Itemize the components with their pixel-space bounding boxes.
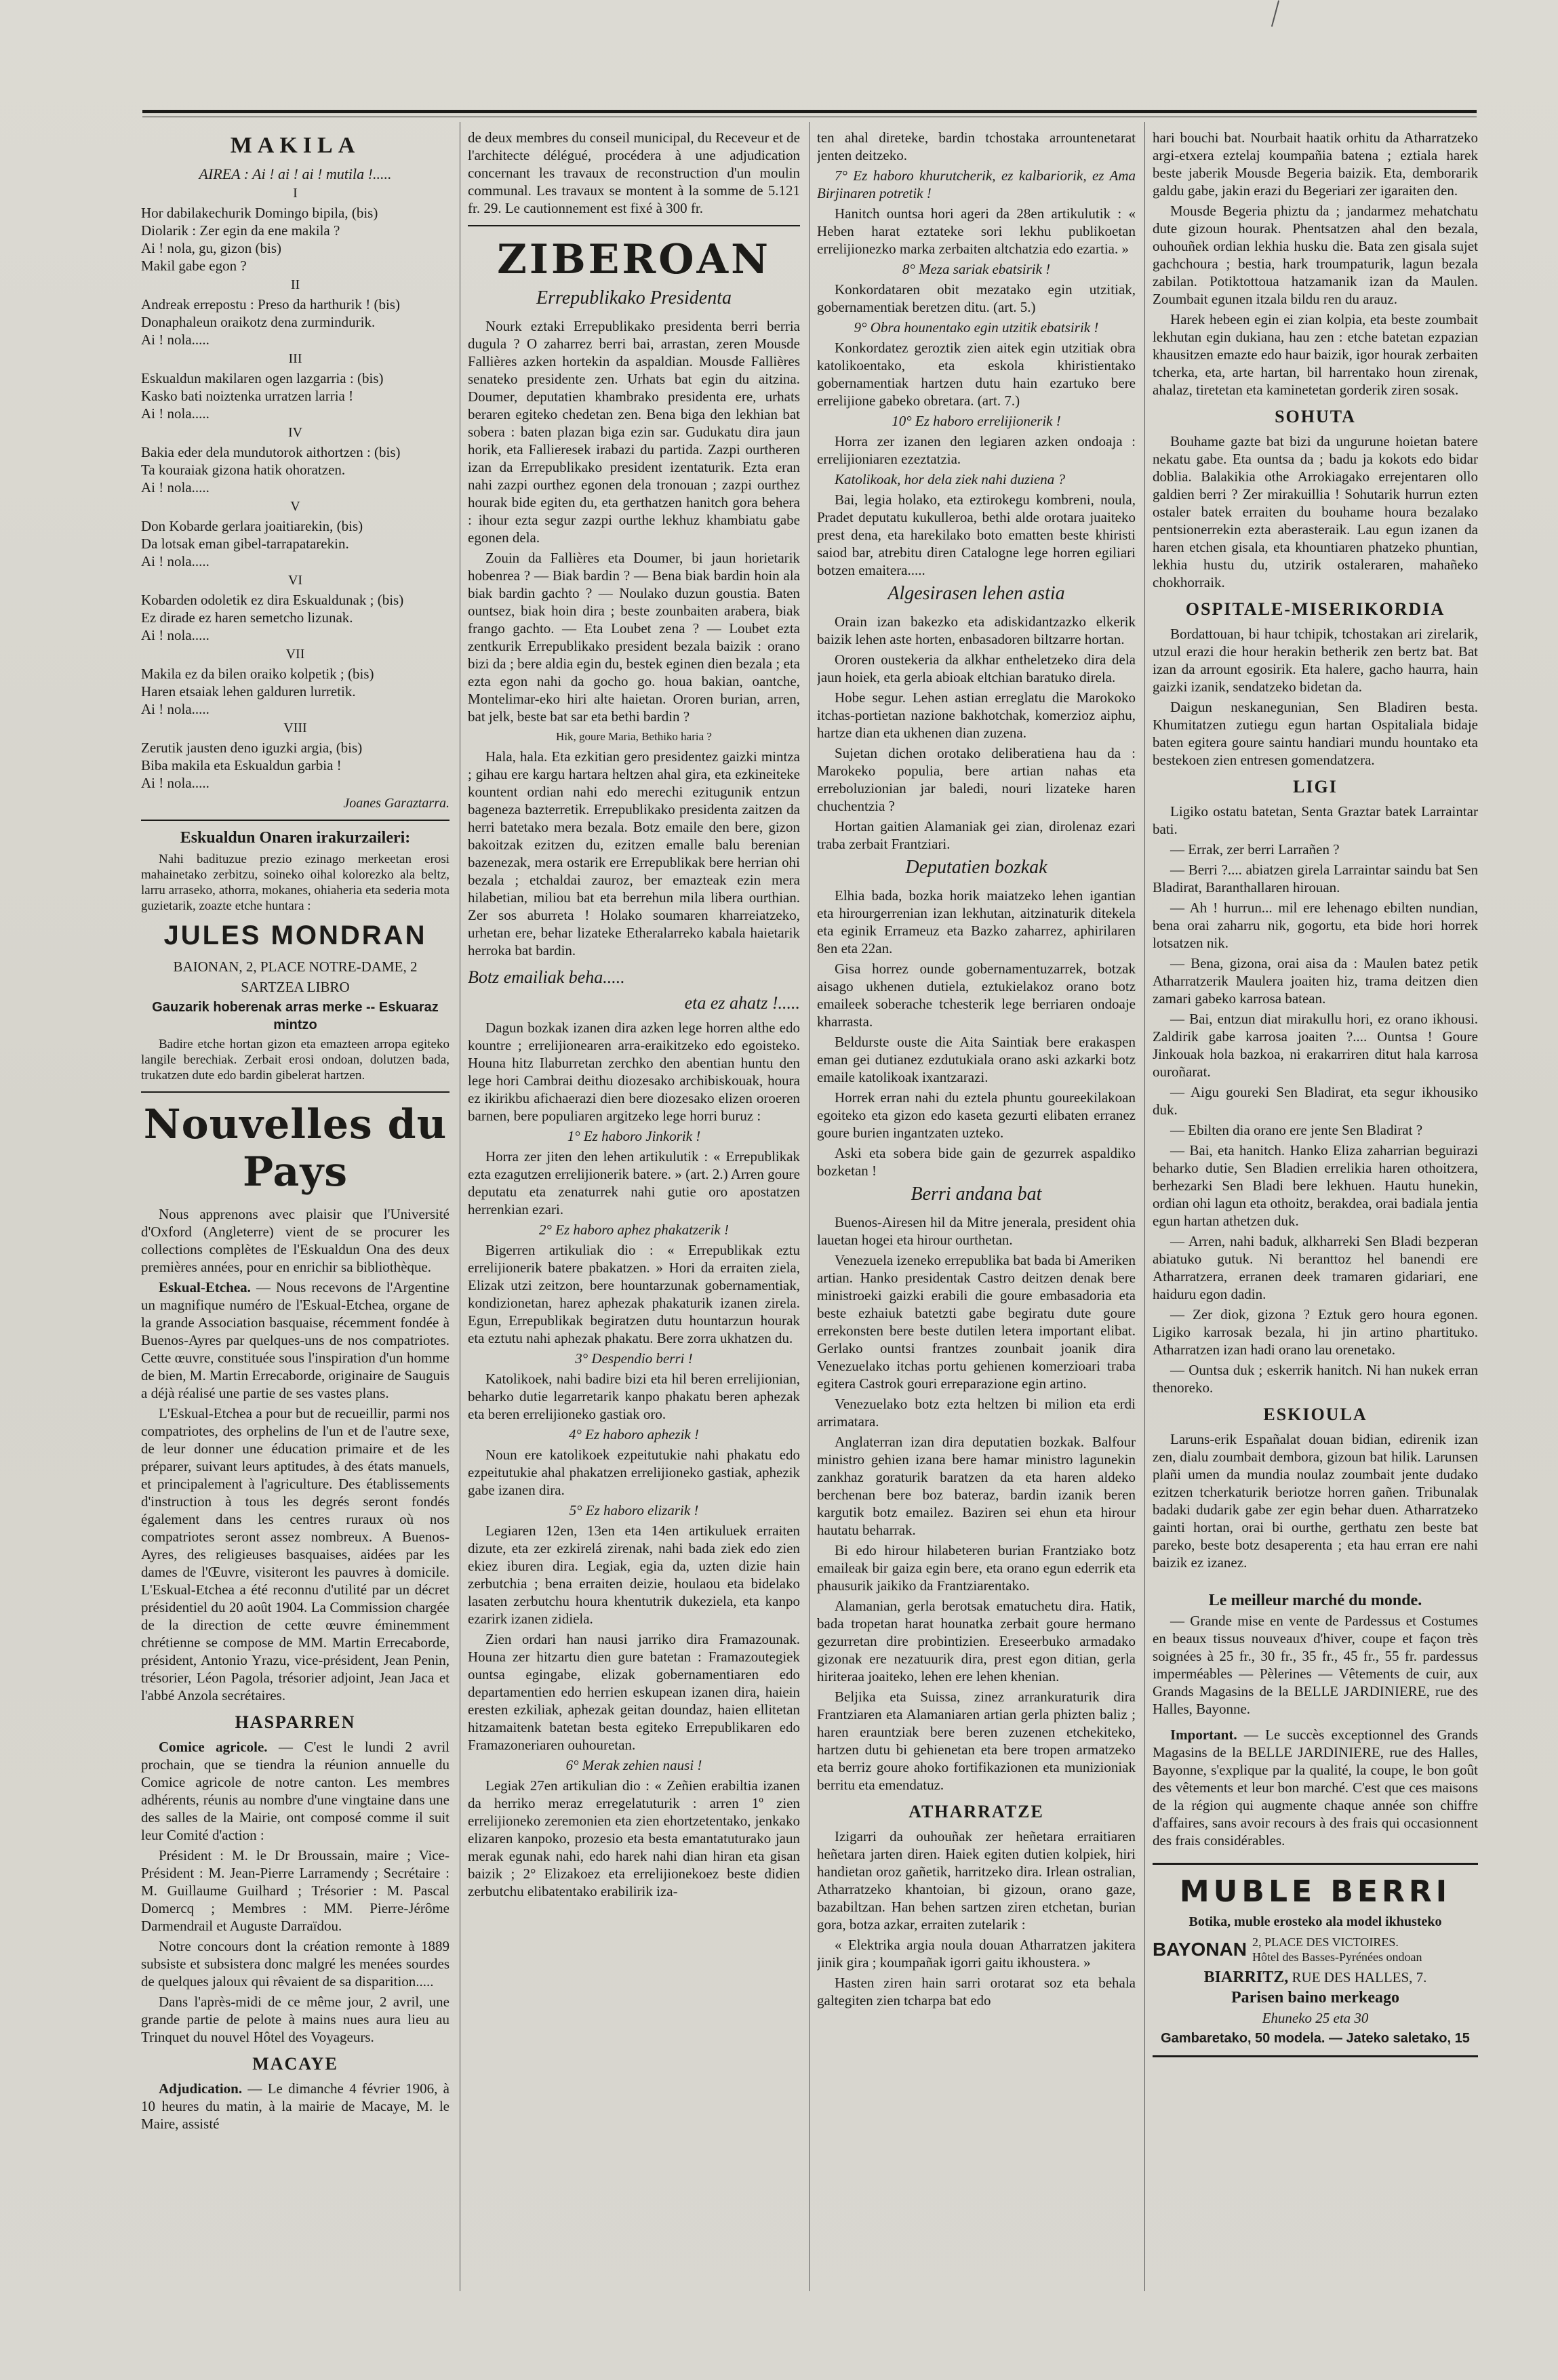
deputatien-p5: Aski eta sobera bide gain de gezurrek aspaldiko bozketan ! [817,1145,1136,1179]
divider [468,225,800,226]
article-9-text: Konkordatez geroztik zien aitek egin utzitiak obra katolikoentako, eta eskola khiristientako gobernamentiak hartzen dutu hain ezartuko bere errelijione gabeko obretara. (art. 7.) [817,340,1136,409]
stanza-line: Diolarik : Zer egin da ene makila ? [141,222,340,239]
etchea-text2: L'Eskual-Etchea a pour but de recueillir, parmi nos compatriotes, des orphelins de l'un et de l'autre sexe, de leur donner une éducation primaire et de les préparer, suivant leurs aptitudes, à des états manuels, et principalement à l'agriculture. Des établissements d'instruction à tous les degrés seront fondés également dans les centres ruraux où nos compatriotes seront assez nombreux. A Buenos-Ayres, des religieuses basquaises, aidées par les dames de l'Œuvre, visiteront les pauvres à domicile. L'Eskual-Etchea a été reconnu d'utilité par un décret présidentiel du 20 août 1904. La Commission chargée de la direction de cette œuvre éminemment chrétienne se compose de MM. Martin Errecaborde, président, Antonio Yrazu, vice-président, Jean Penin, trésorier, Léon Pagola, trésorier adjoint, Jean Jaca et l'abbé Anzola secrétaires. [141,1405,450,1703]
article-7-text: Hanitch ountsa hori ageri da 28en artikulutik : « Heben harat eztateke sori lekhu publikoetan errelijionezko marka zerbaiten altchatzia edo ezartia. » [817,205,1136,257]
article-10-title: 10° Ez haboro errelijionerik ! [892,413,1061,429]
berri-p1: Buenos-Airesen hil da Mitre jenerala, president ohia lauetan hogei eta hirour ourthetan. [817,1214,1136,1248]
muble-subtitle: Botika, muble erosteko ala model ikhusteko [1189,1914,1442,1929]
stanza-line: Donaphaleun oraikotz dena zurmindurik. [141,314,376,330]
stanza-line: Ai ! nola..... [141,479,209,496]
stanza-line: Biba makila eta Eskualdun garbia ! [141,757,342,773]
stanza-line: Makila ez da bilen oraiko kolpetik ; (bis) [141,666,374,682]
stanza-number: I [293,186,298,201]
eskioula-p1: Laruns-erik Españalat douan bidian, edirenik izan zen, dialu zoumbait dembora, gizoun bat hilik. Larunsen plañi umen da mundia noulaz zoumbait jente dudako ezitzen tcherkaturik beriotze horren gañen. Tribunalak badaki dudarik gabe zer egin behar duen. Atharratzeko gainti hortan, orai bi ourthe, gerthatu zen beste bat pareko, beste botz desaperenta ; eta hau erran ere nahi baizik ez izanez. [1153,1431,1478,1571]
comice-text2: Président : M. le Dr Broussain, maire ; Vice-Président : M. Jean-Pierre Larramendy ; Secrétaire : M. Guillaume Guilhard ; Trésorier : M. Pascal Domercq ; Membres : MM. Pierre-Jérôme Darmendrail et Auguste Darraïdou. [141,1847,450,1934]
berri-p3: Venezuelako botz ezta heltzen bi milion eta erdi arrimatara. [817,1396,1136,1430]
stanza-number: IV [287,425,303,440]
deputatien-p2: Gisa horrez ounde gobernamentuzarrek, botzak aisago ukhenen dutiela, eztukielakoz orano botz emaileek soberache tchesterik lege berriaren ondoaje kharrasta. [817,961,1136,1030]
adjudication-text: Le dimanche 4 février 1906, à 10 heures du matin, à la mairie de Macaye, M. le Maire, assisté [141,2080,450,2132]
botz-heading: Botz emailiak beha..... [468,967,625,987]
mondran-slogan: Gauzarik hoberenak arras merke -- Eskuaraz mintzo [152,1000,439,1032]
article-6-title: 6° Merak zehien nausi ! [565,1757,702,1773]
ad2-text: — Le succès exceptionnel des Grands Magasins de la BELLE JARDINIERE, rue des Halles, Bayonne, s'explique par la qualité, la coupe, le bon goût des vêtements et leur bon marché. C'est que ces maisons de la région qui augmente chaque année son chiffre d'affaires, sans avoir recours à des frais qui occasionnent des frais considérables. [1153,1727,1478,1849]
presidenta-heading: Errepublikako Presidenta [536,287,732,308]
poem-signature: Joanes Garaztarra. [343,796,450,811]
ligi-p6: — Bai, entzun diat mirakullu hori, ez orano ikhousi. Zaldirik gabe karrosa joaiten ?.... Ountsa ! Goure Jinkouak hola bazkoa, ni erakarriren ditut hala karrosa ouroñarat. [1153,1011,1478,1080]
parisen-text: Parisen baino merkeago [1231,1989,1399,2006]
etchea-heading: Eskual-Etchea. [159,1279,251,1295]
macaye-heading: MACAYE [252,2054,338,2074]
stanza-line: Da lotsak eman gibel-tarrapatarekin. [141,536,349,552]
ligi-p2: — Errak, zer berri Larrañen ? [1170,841,1340,858]
col3-continuation: ten ahal direteke, bardin tchostaka arrountenetarat jenten deitzeko. [817,129,1136,163]
address-line-1: 2, PLACE DES VICTOIRES. [1252,1935,1399,1949]
stanza-line: Makil gabe egon ? [141,258,247,274]
stanza-line: Andreak errepostu : Preso da harthurik ! (bis) [141,296,400,312]
makila-airea: AIREA : Ai ! ai ! ai ! mutila !..... [199,165,392,182]
muble-addresses [1153,1935,1478,1964]
algesiras-p2: Ororen oustekeria da alkhar entheletzeko dira dela jaun hoiek, eta gerla abioak eltchian baratuko direla. [817,651,1136,685]
stanza-line: Ez dirade ez haren semetcho lizunak. [141,609,353,626]
bayonan-address [1252,1935,1422,1964]
ligi-p10: — Arren, nahi baduk, alkharreki Sen Bladi bezperan abiatuko gutuk. Ni beranttoz hel banendi ere Atharratzera, erranen deek tramaren gidariari, ene haiduru egon dadin. [1153,1233,1478,1302]
nouvelles-intro: Nous apprenons avec plaisir que l'Université d'Oxford (Angleterre) vient de se procurer les collections complètes de l'Eskualdun Ona des deux premières années, pour en enrichir sa bibliothèque. [141,1206,450,1275]
ligi-p5: — Bena, gizona, orai aisa da : Maulen batez petik Atharratzerik Maulera joaiten hiz, trama deitzen dien zamari gabeko karrosa batean. [1153,955,1478,1007]
atharratze-p2: « Elektrika argia noula douan Atharratzen jakitera jinik gira ; koumpañak igorri gaitu ikhoustera. » [817,1937,1136,1971]
article-1-title: 1° Ez haboro Jinkorik ! [567,1128,701,1144]
article-6-text: Legiak 27en artikulian dio : « Zeñien erabiltia izanen da herriko meraz erregelatuturik : arren 1º zien errelijioneko zeremonien eta zien ehortzetentako, jenkako elizaren kanpoko, prozesio eta besta emantatuturako jaun merak egunak nahi, edo harek nahi dian hiran eta gisan baizik ; 2° Elizakoez eta errelijionekoez beste didien zerbutchu elibatentako erabilirik iza- [468,1777,800,1899]
ligi-p7: — Aigu goureki Sen Bladirat, eta segur ikhousiko duk. [1153,1084,1478,1118]
stanza-number: III [288,351,302,366]
divider [141,820,450,821]
belle-jardiniere-ad [1153,1592,1478,1849]
berri-p2: Venezuela izeneko errepublika bat bada bi Ameriken artian. Hanko presidentak Castro deitzen denak bere ministroeki gaizki erabili die goure embasadoria eta beste ezhaiuk batetzti gabe begiratu dute goure errekonsten bere beste dutilen letera important elibat. Gerlako ountsi frantzes zounbait joanik dira Venezuelako itchas portu gehienen komerzioari traba egitera Castrok gouri erreparazione egin artino. [817,1252,1136,1392]
presidenta-verse: Hik, goure Maria, Bethiko haria ? [556,730,712,743]
berri-p5: Bi edo hirour hilabeteren burian Frantziako botz emaileak bir gaiza egin bere, eta orano egun ederrik eta phausurik jaikiko da Frantziarentako. [817,1542,1136,1594]
article-2-title: 2° Ez haboro aphez phakatzerik ! [538,1222,729,1238]
algesiras-heading: Algesirasen lehen astia [887,583,1065,604]
deputatien-p4: Horrek erran nahi du eztela phuntu goureekilakoan egoiteko eta gizon edo kaseta gezurti elibaten erranez goure burien ingantzaten uzteko. [817,1089,1136,1141]
eskioula-heading: ESKIOULA [1263,1405,1367,1424]
berri-p4: Anglaterran izan dira deputatien bozkak. Balfour ministro gehien izana bere hamar ministro lagunekin zankhaz goraturik baratzen da eta haren aldeko berchenan bere boz bateraz, bardin izanik beren kargutik botz emailez. Baziren sei ehun eta hirour hautatu beharrak. [817,1434,1136,1538]
etchea-text: Nous recevons de l'Argentine un magnifique numéro de l'Eskual-Etchea, organe de la grande Association basquaise, récemment fondée à Buenos-Ayres par quelques-uns de nos compatriotes. Cette œuvre, constituée sous l'inspiration d'un homme de bien, M. Martin Errecaborde, originaire de Sauguis a déjà réalisé une partie de ses vastes plans. [141,1279,450,1401]
atharratze-heading: ATHARRATZE [908,1802,1044,1821]
hasparren-heading: HASPARREN [235,1712,356,1732]
ligi-p9: — Bai, eta hanitch. Hanko Eliza zaharrian beguirazi beharko dutie, Sen Bladien errelikia haren othoitzera, berhezarki Sen Bladi bere lekhuen. Hautu hunekin, ordian ohi lagun eta othoitz, berakdea, orai badiala jentia egun hartan athetzen duk. [1153,1142,1478,1229]
macaye-continuation: de deux membres du conseil municipal, du Receveur et de l'architecte délégué, procédera à une adjudication concernant les travaux de reconstruction d'un moulin communal. Les travaux se montent à la somme de 5.121 fr. 29. Le cautionnement est fixé à 300 fr. [468,129,800,216]
ligi-p12: — Ountsa duk ; eskerrik hanitch. Ni han nukek erran thenoreko. [1153,1362,1478,1396]
stanza-line: Ta kouraiak gizona hatik ohoratzen. [141,462,346,478]
deputatien-p1: Elhia bada, bozka horik maiatzeko lehen igantian eta hirourgerrenian izan lekhutan, aitzinaturik ditekela eta eginik Errameuz eta Bazko zaharrez, aphirilaren 8en eta 22an. [817,887,1136,956]
berri-heading: Berri andana bat [911,1184,1042,1205]
presidenta-p1: Nourk eztaki Errepublikako presidenta berri berria dugula ? O zaharrez berri bai, arrastan, zeren Mousde Fallières azken hortekin da aspaldian. Mousde Fallières senateko presidente zen. Urhats bat egin du aitzina. Doumer, deputatien khambrako presidenta ere, urhats beraren egiteko chedetan zen. Bena biga den lekhian bat sobera : baten plazan biga ezin sar. Gudukatu dira jaun horik, eta Fallieresek irabazi du partida. Zazpi ourtheren izan da Errepublikako president izentaturik. Ezta eran nahi zazpi ourthez egonen dela tronouan ; zazpi ourthez hourak bide egiten du, eta gerthatzen hanitch gora behera : ihour ezta segur zazpi ourthe lekhuz khambiatu gabe egonen dela. [468,318,800,546]
eskualdun-onaren-title: Eskualdun Onaren irakurzaileri: [180,829,411,847]
stanza-line: Zerutik jausten deno iguzki argia, (bis) [141,740,363,756]
top-rule [142,110,1477,113]
gambaretako-text: Gambaretako, 50 modela. — Jateko saletako, 15 [1161,2031,1470,2046]
column-divider [809,122,810,2291]
stanza-number: VIII [283,721,307,735]
article-3-title: 3° Despendio berri ! [575,1350,693,1367]
article-4-text: Noun ere katolikoek ezpeitutukie nahi phakatu edo ezpeitutukie ahal phakatzen errelijioneko gastiak, aphezik gabe izanen dira. [468,1447,800,1498]
stanza-line: Ai ! nola..... [141,331,209,348]
botz-p4: Dagun bozkak izanen dira azken lege horren althe edo kountre ; errelijionearen arra-eraikitzeko edo egoisteko. Houna hitz Ilaburretan zerchko den abentian huntu den lege hori Cambrai deithu diozesako archibiskouak, houra ez ikirikbu afichaerazi dien bere diozesako elizen oroeren barnen, bere populiaren argitzeko lege horri buruz : [468,1020,800,1124]
stanza-line: Ai ! nola..... [141,405,209,422]
column-3 [817,129,1136,2312]
article-2-text: Bigerren artikuliak dio : « Errepublikak eztu errelijionerik batere pbakatzen. » Hori da erraiten ziela, Elizak utzi zeitzon, bere hountarzunak gobernamentiak, kondizionetan, harez aphezak phakaturik izanen zirela. Egun, Errepublikak begiratzen dutu hountarzun hourak eta eztutu nahi aphezak phakatu. Bere zorra ukhatzen du. [468,1242,800,1346]
stanza-number: VII [285,647,305,662]
article-10-text: Horra zer izanen den legiaren azken ondoaja : errelijioniaren ezeztatzia. [817,433,1136,467]
ospitale-heading: OSPITALE-MISERIKORDIA [1185,599,1445,619]
stanza-number: VI [287,573,303,588]
ad1-text: — Grande mise en vente de Pardessus et Costumes en beaux tissus nouveaux d'hiver, coupe et façon très soignées à 25 fr., 30 fr., 35 fr., 45 fr., 55 fr. pardessus imperméables — Pèlerines — Vêtements de cuir, aux Grands Magasins de la BELLE JARDINIERE, rue des Halles, Bayonne. [1153,1613,1478,1717]
article-7-title: 7° Ez haboro khurutcherik, ez kalbariorik, ez Ama Birjinaren potretik ! [817,167,1136,201]
sohuta-heading: SOHUTA [1275,407,1356,426]
algesiras-p1: Orain izan bakezko eta adiskidantzazko elkerik baizik lehen aste horten, enbasadoren biltzarre hortan. [817,613,1136,647]
atharratze-p1: Izigarri da ouhouñak zer heñetara erraitiaren heñetara jarten diren. Haiek egiten dutien kolpiek, hiri handietan oroz gañetik, harritzeko dira. Irlean ostralian, Atharratzeko khantoian, bi gizoun, orano gaze, bazabiltzan. Han behen sartzen ziren etchetan, burian gora, botza azkar, erraiten zutelarik : [817,1828,1136,1933]
legia-paragraph: Bai, legia holako, eta eztirokegu kombreni, noula, Pradet deputatu kukulleroa, bethi alde orotara juaiteko prest dena, eta harekilako boto ematten beste khiristi saiod bar, atrebitu diren Catalogne lege horren egiliari botzen emaitera..... [817,491,1136,578]
stanza-line: Ai ! nola..... [141,627,209,643]
stanza-line: Don Kobarde gerlara joaitiarekin, (bis) [141,518,363,534]
presidenta-p3: Hala, hala. Eta ezkitian gero presidentez gaizki mintza ; gihau ere kargu hartara heltzen ahal gira, eta ezkineiteke kountent ordian nahi edo merechi ezitugunik entzun bageneza bazterretik. Errepublikako presidenta zaitzen da herri batetako mera bezala. Botz emaile den bere, gizon bakoitzak ezitzen du, ezitzen emalle balu berenian bazenezak, mera ostarik ere Errepublikak bere herrian ohi bezala ; etchaldai zauroz, ber emazteak ezin mera hilabetian, miliou bat eta berrehun mila libera ourthian. Zer sos aburreta ! Holako soumaren kharreiatzeko, urhetan ere, behar lizateke Etheralarreko kabala haietarik herroka bat bardin. [468,748,800,959]
mondran-footer: Badire etche hortan gizon eta emazteen arropa egiteko langile berechiak. Zerbait erosi ondoan, dolutzen bada, trukatzen dute edo bardin gibelerat hartzen. [141,1037,450,1083]
comice-text: C'est le lundi 2 avril prochain, que se tiendra la réunion annuelle du Comice agricole de notre canton. Les membres adhérents, réunis au nombre d'une vingtaine dans une des salles de la Mairie, ont composé comme il suit leur Comité d'action : [141,1739,450,1843]
eskualdun-onaren-text: Nahi badituzue prezio ezinago merkeetan erosi mahainetako zerbitzu, soineko oihal kolorezko ala beltz, larru arraseko, athorra, mokanes, ohiaheria eta sederia mota guzietarik, zoazte etche huntara : [141,852,450,913]
jules-mondran-name: JULES MONDRAN [163,921,427,950]
berri-p6: Alamanian, gerla berotsak ematuchetu dira. Hatik, bada tropetan harat hounatka zerbait goure hermano gezurretan dire probintizien. Ereseerbuko armadako gizonak ere nezatuurik dira, prest egon ditian, gerla hiriteraa joaiteko, lehen ere lehen khenian. [817,1598,1136,1685]
ad2-heading: Important. [1170,1727,1237,1743]
ziberoan-title: ZIBEROAN [497,236,771,283]
column-divider [1144,122,1145,2291]
stanza-line: Hor dabilakechurik Domingo bipila, (bis) [141,205,378,221]
presidenta-p2: Zouin da Fallières eta Doumer, bi jaun horietarik hobenrea ? — Biak bardin ? — Bena biak bardin hoin ala biak bardin gachto ? — Noulako duzun goustia. Baten ountsez, biak hoin dira ; beste zounbaiten arabera, biak frango gachto. — Eta Loubet zena ? — Loubet ezta zentkurik Errepublikako president bezala baizik : orano bizi da ; bere aldia egin du, bestek eginen dien bezala ; eta ezta egon nahi da gocho go. houa bakian, oantche, Montelimar-eko hiri alte haietan. Ororen burian, arren, bat jelk, beste bat sar eta bethi bardin ? [468,550,800,725]
stanza-line: Bakia eder dela mundutorok aithortzen : (bis) [141,444,401,460]
comice-text4: Dans l'après-midi de ce même jour, 2 avril, une grande partie de pelote à mains nues aura lieu au Trinquet du nouvel Hôtel des Voyageurs. [141,1994,450,2045]
column-1: MAKILA AIREA : Ai ! ai ! ai ! mutila !..... I Hor dabilakechurik Domingo bipila, (bis) Diolarik : Zer egin da ene makila ? Ai ! nola, gu, gizon (bis) Makil gabe egon ? II Andreak errepostu : Preso da harthurik ! (bis) Donaphaleun oraikotz dena zurmindurik. Ai ! nola..... III Eskualdun makilaren ogen lazgarria : (bis) Kasko bati noiztenka urratzen larria ! Ai ! nola..... IV Bakia eder dela mundutorok aithortzen : (bis) Ta kouraiak gizona hatik ohoratzen. Ai ! nola..... V Don Kobarde gerlara joaitiarekin, (bis) Da lotsak eman gibel-tarrapatarekin. Ai ! nola..... VI Kobarden odoletik ez dira Eskualdunak ; (bis) Ez dirade ez haren semetcho lizunak. Ai ! nola..... VII Makila ez da bilen oraiko kolpetik ; (bis) Haren etsaiak lehen galduren lurretik. Ai ! nola..... VIII Zerutik jausten deno iguzki argia, (bis) Biba makila eta Eskualdun garbia ! Ai ! nola..... Joanes Garaztarra. Eskualdun Onaren irakurzaileri: Nahi badituzue prezio ezinago merkeetan erosi mahainetako zerbitzu, soineko oihal kolorezko ala beltz, larru arraseko, athorra, mokanes, ohiaheria eta sederia mota guzietarik, zoazte etche huntara : JULES MONDRAN BAIONAN, 2, PLACE NOTRE-DAME, 2 SARTZEA LIBRO Gauzarik hoberenak arras merke -- Eskuaraz mintzo Badire etche hortan gizon eta emazteen arropa egiteko langile berechiak. Zerbait erosi ondoan, dolutzen bada, trukatzen dute edo bardin gibelerat hartzen. Nouvelles du Pays Nous apprenons avec plaisir que l'Université d'Oxford (Angleterre) vient de se procurer les collections complètes de l'Eskualdun Ona des deux premières années, pour en enrichir sa bibliothèque. Eskual-Etchea. — Nous recevons de l'Argentine un magnifique numéro de l'Eskual-Etchea, organe de la grande Association basquaise, récemment fondée à Buenos-Ayres par quelques-uns de nos compatriotes. Cette œuvre, constituée sous l'inspiration d'un homme de bien, M. Martin Errecaborde, originaire de Sauguis a déjà réalisé une partie de ses vastes plans. L'Eskual-Etchea a pour but de recueillir, parmi nos compatriotes, des orphelins de l'un et de l'autre sexe, de leur donner une éducation primaire et de les préparer, suivant leurs aptitudes, à des états manuels, et principalement à l'agriculture. Des établissements d'instruction à tous les degrés seront fondés également dans les centres ruraux où nos compatriotes seront assez nombreux. A Buenos-Ayres, des religieuses basquaises, aidées par les dames de l'Œuvre, visiteront les pauvres à domicile. L'Eskual-Etchea a été reconnu d'utilité par un décret présidentiel du 20 août 1904. La Commission chargée de la direction de cette œuvre éminemment chrétienne se compose de MM. Martin Errecaborde, président, Antonio Yrazu, vice-président, Jean Penin, trésorier, Léon Pagola, trésorier adjoint, Jean Jaca et l'abbé Anzola secrétaires. HASPARREN Comice agricole. — C'est le lundi 2 avril prochain, que se tiendra la réunion annuelle du Comice agricole de notre canton. Les membres adhérents, réunis au nombre d'une vingtaine dans une des salles de la Mairie, ont composé comme il suit leur Comité d'action : Président : M. le Dr Broussain, maire ; Vice-Président : M. Jean-Pierre Larramendy ; Secrétaire : M. Guillaume Guilhard ; Trésorier : M. Pascal Domercq ; Membres : MM. Pierre-Jérôme Darmendrail et Auguste Darraïdou. Notre concours dont la création remonte à 1889 subsiste et subsistera donc malgré les menées sourdes de quelques jaloux qui rêvaient de sa disparition..... Dans l'après-midi de ce même jour, 2 avril, une grande partie de pelote à mains nues aura lieu au Trinquet du nouvel Hôtel des Voyageurs. MACAYE Adjudication. — Le dimanche 4 février 1906, à 10 heures du matin, à la mairie de Macaye, M. le Maire, assisté [141,133,450,2132]
divider [141,1091,450,1093]
deputatien-heading: Deputatien bozkak [905,857,1047,878]
ligi-p11: — Zer diok, gizona ? Eztuk gero houra egonen. Ligiko karrosak bezala, hi jin artino phartituko. Atharratzen izan hadi orano lau orenetako. [1153,1306,1478,1358]
ospitale-p2: Daigun neskanegunian, Sen Bladiren besta. Khumitatzen zutiegu egun hartan Ospitaliala bidaje baten egitera goure saintu handiari mundu hountako eta bestekoen zien entresen gomendatzera. [1153,699,1478,768]
column-2 [468,129,800,2312]
comice-heading: Comice agricole. [159,1739,268,1755]
bayonan-label: BAYONAN [1153,1939,1247,1960]
atharratze-p3: Hasten ziren hain sarri orotarat soz eta behala galtegiten zien tcharpa bat edo [817,1975,1136,2009]
stanza-line: Ai ! nola..... [141,553,209,569]
address-line-2: Hôtel des Basses-Pyrénées ondoan [1252,1950,1422,1964]
algesiras-p3: Hobe segur. Lehen astian erreglatu die Marokoko itchas-portietan nazione bakhotchak, komerzioz aiphu, hartze dian eta ukhenen dian zuzena. [817,689,1136,741]
ligi-heading: LIGI [1293,777,1338,796]
makila-title: MAKILA [230,133,361,158]
makila-poem [141,186,450,792]
botz-heading-2: eta ez ahatz !..... [684,993,800,1013]
atharratze-p5: Harek hebeen egin ei zian kolpia, eta beste zoumbait lekhutan egin dukiana, hau zen : etche batetan ezpazian khausitzen emazte edo haur baizik, igor hourak zerbaiten tcherka, eta, arte hartan, bil harrentako houn zirenak, ahalaz, tiretetan eta kaminetetan gorderik ziren sosak. [1153,311,1478,398]
stanza-line: Haren etsaiak lehen galduren lurretik. [141,683,356,700]
article-5-text-b: Zien ordari han nausi jarriko dira Framazounak. Houna zer hitzartu dien gure batetan : Framazoutegiek ountsa egingabe, elizak gobernamentiaren edo departamentien edo herrien eskupean izanen dira, haiein eresten ezkiliak, aphezak geitan doundaz, haien ellitetan hitzamaitenk batetan besta egiteko Errepublikaren edo Framazoneriaren ouhouretan. [468,1631,800,1753]
stanza-line: Kasko bati noiztenka urratzen larria ! [141,388,354,404]
algesiras-p5: Hortan gaitien Alamaniak gei zian, dirolenaz ezari traba zerbait Frantziari. [817,818,1136,852]
ad1-title: Le meilleur marché du monde. [1208,1592,1422,1609]
article-4-title: 4° Ez haboro aphezik ! [569,1426,699,1443]
article-10-text-b: Katolikoak, hor dela ziek nahi duziena ? [835,471,1066,487]
nouvelles-title: Nouvelles du Pays [143,1101,447,1196]
ospitale-p1: Bordattouan, bi haur tchipik, tchostakan ari zirelarik, utzul erazi die hour herakin betherik zen bertz bat. Bat izan da arrount egosirik. Eta halere, gacho haurra, hain gaizki izanik, sendatzeko bidetan da. [1153,626,1478,695]
stanza-number: II [290,277,300,292]
stanza-number: V [290,499,300,514]
stanza-line: Kobarden odoletik ez dira Eskualdunak ; (bis) [141,592,404,608]
page-mark [1271,0,1279,26]
ehuneko-text: Ehuneko 25 eta 30 [1262,2010,1369,2026]
article-9-title: 9° Obra hounentako egin utzitik ebatsirik ! [854,319,1099,336]
biarritz-label: BIARRITZ, [1203,1969,1289,1986]
article-8-text: Konkordataren obit mezatako egin utzitiak, gobernamentiak beretzen ditu. (art. 5.) [817,281,1136,315]
muble-title: MUBLE BERRI [1179,1874,1452,1909]
article-1-text: Horra zer jiten den lehen artikulutik : « Errepublikak ezta ezagutzen errelijionerik batere. » (art. 2.) Arren goure deputatu eta zenaturrek nahi gutie oro apostatzen herrenkian ezari. [468,1148,800,1217]
article-8-title: 8° Meza sariak ebatsirik ! [902,261,1051,277]
article-5-title: 5° Ez haboro elizarik ! [569,1502,699,1518]
deputatien-p3: Beldurste ouste die Aita Saintiak bere erakaspen eman gei dutianez ezdutukiala orano aski azkarki botz emaile katolikoak ixantzarazi. [817,1034,1136,1085]
muble-berri-ad [1153,1863,1478,2057]
atharratze-p4: Mousde Begeria phiztu da ; jandarmez mehatchatu dute gizoun hourak. Phentsatzen ahal den bezala, ouhouñek ordian lekhia husku die. Bata zen gisala sujet gachchoura ; bestia, hark troumpaturik, lagun bezala zabilan. Potiktottoua hatzamanik izan da Maulen. Zoumbait egunen itzala bildu ren du arauz. [1153,203,1478,307]
ligi-p3: — Berri ?.... abiatzen girela Larraintar saindu bat Sen Bladirat, Baranthallaren hirouan. [1153,862,1478,895]
stanza-line: Ai ! nola, gu, gizon (bis) [141,240,282,256]
ligi-p1: Ligiko ostatu batetan, Senta Graztar batek Larraintar bati. [1153,803,1478,837]
column-4 [1153,129,1478,2312]
stanza-line: Eskualdun makilaren ogen lazgarria : (bis) [141,370,384,386]
stanza-line: Ai ! nola..... [141,701,209,717]
article-5-text: Legiaren 12en, 13en eta 14en artikuluek erraiten dizute, eta zer ezkirelá zirenak, nahi bada ziek edo zien ekiez iburen dira. Legiak, egia da, uzten dizie hain zerbutchia ; bena erraiten deizie, houlaou eta bidelako lasaten zerbutchu houra khentutrik dukeziela, eta kanpo ezarirk izanen zidiela. [468,1522,800,1627]
mondran-sartzea: SARTZEA LIBRO [241,979,350,995]
algesiras-p4: Sujetan dichen orotako deliberatiena hau da : Marokeko populia, bere artian nahas eta erreboluzionian jar baledi, nouri lizateke haren chuchentzia ? [817,745,1136,814]
biarritz-address: RUE DES HALLES, 7. [1292,1969,1427,1985]
mondran-address: BAIONAN, 2, PLACE NOTRE-DAME, 2 [173,959,418,975]
col4-continuation: hari bouchi bat. Nourbait haatik orhitu da Atharratzeko argi-etxera eztelaj koumpañia batena ; eztiala harek beste jaberik Mousde Begeria baizik. Eta, demborarik galdu gabe, jakin erazi du Begeriari zer igaraiten den. [1153,129,1478,199]
article-3-text: Katolikoek, nahi badire bizi eta hil beren errelijionian, beharko dutie legarretarik kanpo phakatu beren aphezak eta beren errelijioneko gastiak oro. [468,1371,800,1422]
sohuta-p1: Bouhame gazte bat bizi da ungurune hoietan batere nekatu gabe. Eta ountsa da ; badu ja kokots edo bidar doblia. Balakikia othe Arrokiagako errejentaren ollo galdien berri ? Zer mirakuillia ! Sohutarik hurrun ezten ostaler batek erraiten du bouhame houra bezalako pentsionerrekin ezta aberasteraik. Lau egun izanen da haren etchen gisala, eta khountiaren phatzeko phuntian, lekhia hustu du, utzirik ostaleraren, mahañeko chokhorraik. [1153,433,1478,590]
ligi-p8: — Ebilten dia orano ere jente Sen Bladirat ? [1170,1122,1423,1138]
stanza-line: Ai ! nola..... [141,775,209,791]
comice-text3: Notre concours dont la création remonte à 1889 subsiste et subsistera donc malgré les menées sourdes de quelques jaloux qui rêvaient de sa disparition..... [141,1938,450,1990]
ligi-p4: — Ah ! hurrun... mil ere lehenago ebilten nundian, bena orai zaharru nik, gogortu, eta bide hori horrek lotsatzen nik. [1153,900,1478,951]
adjudication-heading: Adjudication. [159,2080,243,2097]
berri-p7: Beljika eta Suissa, zinez arrankuraturik dira Frantziaren eta Alamaniaren artian gerla phizten baliz ; haren erauntziak bere beren zuzenen etchekiteko, hartzen dutu bi gehienetan eta bere tropen armatzeko eta berriz goure ahoko fortifikazionen eta munizioniak berritu eta emendatuz. [817,1689,1136,1793]
